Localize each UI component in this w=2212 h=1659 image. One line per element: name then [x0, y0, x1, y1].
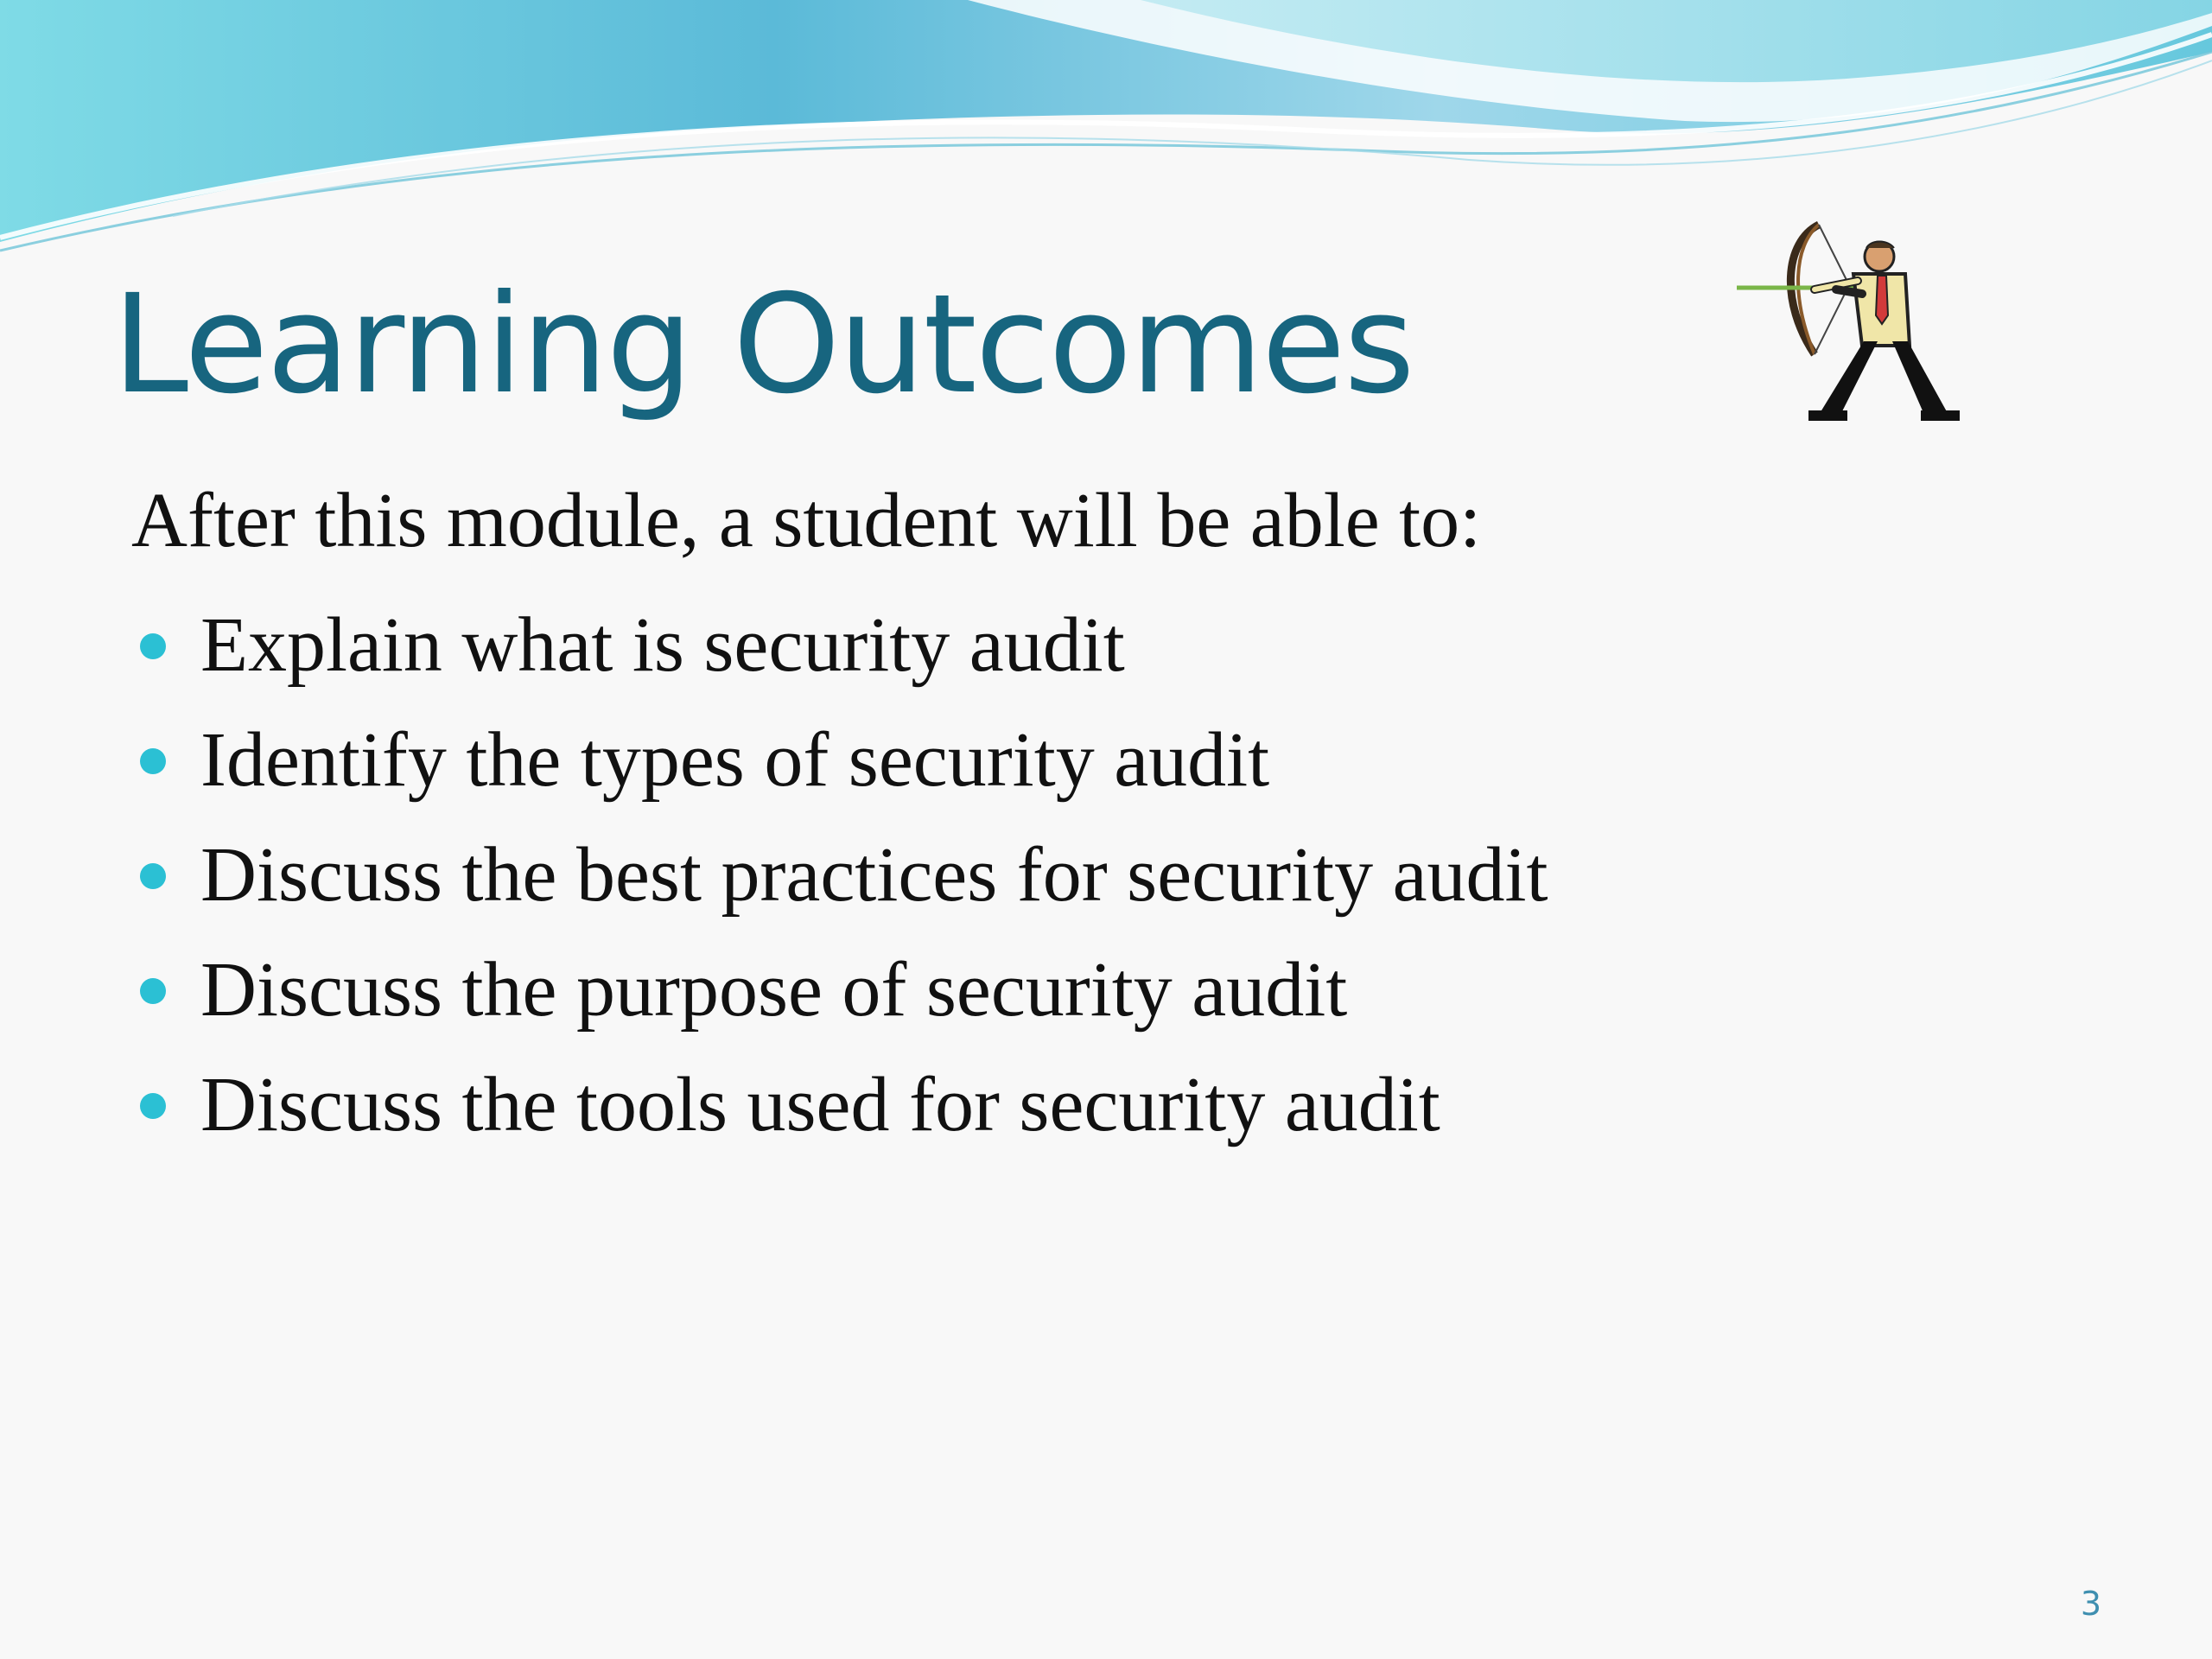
outcome-list [131, 588, 2032, 1162]
list-item-text: Discuss the tools used for security audit [200, 1062, 1440, 1147]
bullet-dot-icon [140, 633, 166, 659]
list-item [131, 702, 2032, 817]
list-item [131, 1047, 2032, 1162]
bullet-dot-icon [140, 748, 166, 774]
archer-clipart-icon [1732, 220, 1974, 428]
page-number: 3 [2080, 1585, 2101, 1623]
list-item-text: Discuss the best practices for security audit [200, 832, 1548, 918]
list-item [131, 932, 2032, 1047]
bullet-dot-icon [140, 978, 166, 1004]
list-item [131, 588, 2032, 702]
intro-text: After this module, a student will be able to: [131, 478, 1482, 563]
bullet-dot-icon [140, 863, 166, 889]
list-item-text: Identify the types of security audit [200, 717, 1270, 803]
bullet-dot-icon [140, 1093, 166, 1119]
slide-body [131, 474, 2032, 1162]
list-item-text: Discuss the purpose of security audit [200, 947, 1348, 1033]
slide-title: Learning Outcomes [112, 265, 1414, 424]
list-item-text: Explain what is security audit [200, 602, 1125, 688]
list-item [131, 817, 2032, 932]
